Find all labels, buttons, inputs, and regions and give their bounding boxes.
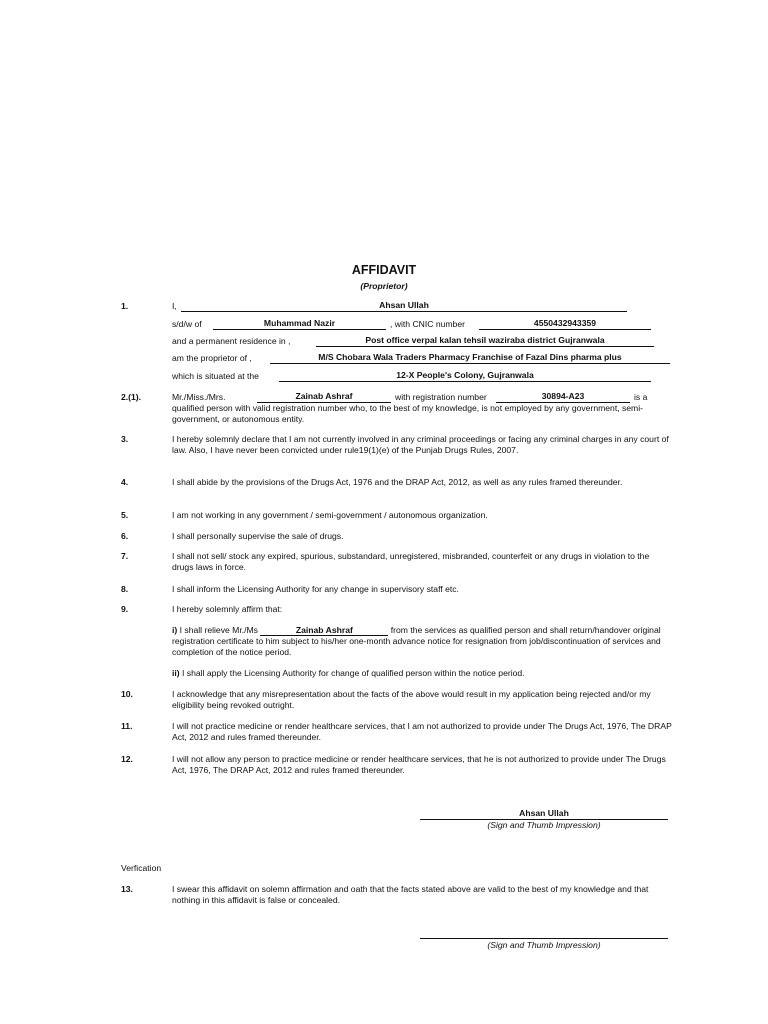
- registration-number-field: 30894-A23: [496, 391, 630, 403]
- clause-13-text: I swear this affidavit on solemn affirmation and oath that the facts stated above are valid to the best of my knowledge and that nothing in this affidavit is false or concealed.: [172, 884, 649, 905]
- clause-10-text: I acknowledge that any misrepresentation about the facts of the above would result in my application being rejected and/or my eligibility being revoked outright.: [172, 689, 651, 710]
- clause-9-ii-marker: ii): [172, 668, 180, 678]
- clause-number-12: 12.: [121, 754, 133, 764]
- clause-number-8: 8.: [121, 584, 129, 594]
- document-subtitle: (Proprietor): [360, 281, 408, 291]
- sdw-label: s/d/w of: [172, 319, 202, 329]
- clause-number-11: 11.: [121, 721, 133, 731]
- signature-line-2: [420, 938, 668, 939]
- clause-5-text: I am not working in any government / semi-government / autonomous organization.: [172, 510, 488, 520]
- verification-heading: Verfication: [121, 863, 162, 873]
- clause-9-i-marker: i): [172, 625, 178, 635]
- clause-12-text: I will not allow any person to practice medicine or render healthcare services, that he is not authorized to provide under The Drugs Act, 1976, The DRAP Act, 2012 and rules framed thereunder.: [172, 754, 666, 775]
- clause-number-9: 9.: [121, 604, 129, 614]
- deponent-name-field: Ahsan Ullah: [181, 300, 627, 312]
- clause-number-4: 4.: [121, 477, 129, 487]
- clause-4-text: I shall abide by the provisions of the Drugs Act, 1976 and the DRAP Act, 2012, as well as any rules framed thereunder.: [172, 477, 623, 487]
- mr-label: Mr./Miss./Mrs.: [172, 392, 226, 402]
- proprietor-label: am the proprietor of ,: [172, 353, 252, 363]
- clause-number-6: 6.: [121, 531, 129, 541]
- registration-label: with registration number: [395, 392, 487, 402]
- clause-number-5: 5.: [121, 510, 129, 520]
- document-title: AFFIDAVIT: [351, 263, 417, 277]
- signature-caption-1: (Sign and Thumb Impression): [487, 820, 601, 830]
- clause-9-text: I hereby solemnly affirm that:: [172, 604, 283, 614]
- i-label: I,: [172, 301, 177, 311]
- clause-3-text: I hereby solemnly declare that I am not currently involved in any criminal proceedings or facing any criminal charges in any court of law. Also, I have never been convicted under rule19(1)(e) of the Punjab Drugs Rules, 2007.: [172, 434, 669, 455]
- father-name-field: Muhammad Nazir: [213, 318, 386, 330]
- clause-7-text: I shall not sell/ stock any expired, spurious, substandard, unregistered, misbranded, counterfeit or any drugs in violation to the drugs laws in force.: [172, 551, 650, 572]
- clause-number-10: 10.: [121, 689, 133, 699]
- residence-field: Post office verpal kalan tehsil waziraba district Gujranwala: [316, 335, 654, 347]
- clause-number-2: 2.(1).: [121, 392, 142, 402]
- clause-9-i: [172, 625, 672, 658]
- clause-9-i-text-b: from the services as qualified person and shall return/handover original registration certificate to him subject to his/her one-month advance notice for resignation from job/discontinuation of services and completion of the notice period.: [172, 625, 661, 657]
- clause-number-1: 1.: [121, 301, 129, 311]
- clause-9-ii-text: I shall apply the Licensing Authority for change of qualified person within the notice period.: [182, 668, 525, 678]
- business-name-field: M/S Chobara Wala Traders Pharmacy Franchise of Fazal Dins pharma plus: [270, 352, 670, 364]
- signature-name: Ahsan Ullah: [420, 808, 668, 820]
- business-address-field: 12-X People's Colony, Gujranwala: [279, 370, 651, 382]
- clause-9-i-text-a: I shall relieve Mr./Ms: [179, 625, 258, 635]
- relieved-person-field: Zainab Ashraf: [260, 625, 388, 636]
- clause-number-13: 13.: [121, 884, 133, 894]
- qualified-person-field: Zainab Ashraf: [257, 391, 391, 403]
- residence-label: and a permanent residence in ,: [172, 336, 291, 346]
- clause-9-ii: [172, 668, 672, 679]
- clause-6-text: I shall personally supervise the sale of drugs.: [172, 531, 344, 541]
- cnic-field: 4550432943359: [479, 318, 651, 330]
- situated-label: which is situated at the: [172, 371, 259, 381]
- signature-caption-2: (Sign and Thumb Impression): [487, 940, 601, 950]
- clause-8-text: I shall inform the Licensing Authority for any change in supervisory staff etc.: [172, 584, 459, 594]
- clause-number-7: 7.: [121, 551, 129, 561]
- clause-2-text: qualified person with valid registration number who, to the best of my knowledge, is not employed by any government, semi-government, or autonomous entity.: [172, 403, 643, 424]
- clause-number-3: 3.: [121, 434, 129, 444]
- is-a-text: is a: [634, 392, 648, 402]
- clause-11-text: I will not practice medicine or render healthcare services, that I am not authorized to provide under The Drugs Act, 1976, The DRAP Act, 2012 and rules framed thereunder.: [172, 721, 672, 742]
- cnic-label: , with CNIC number: [390, 319, 465, 329]
